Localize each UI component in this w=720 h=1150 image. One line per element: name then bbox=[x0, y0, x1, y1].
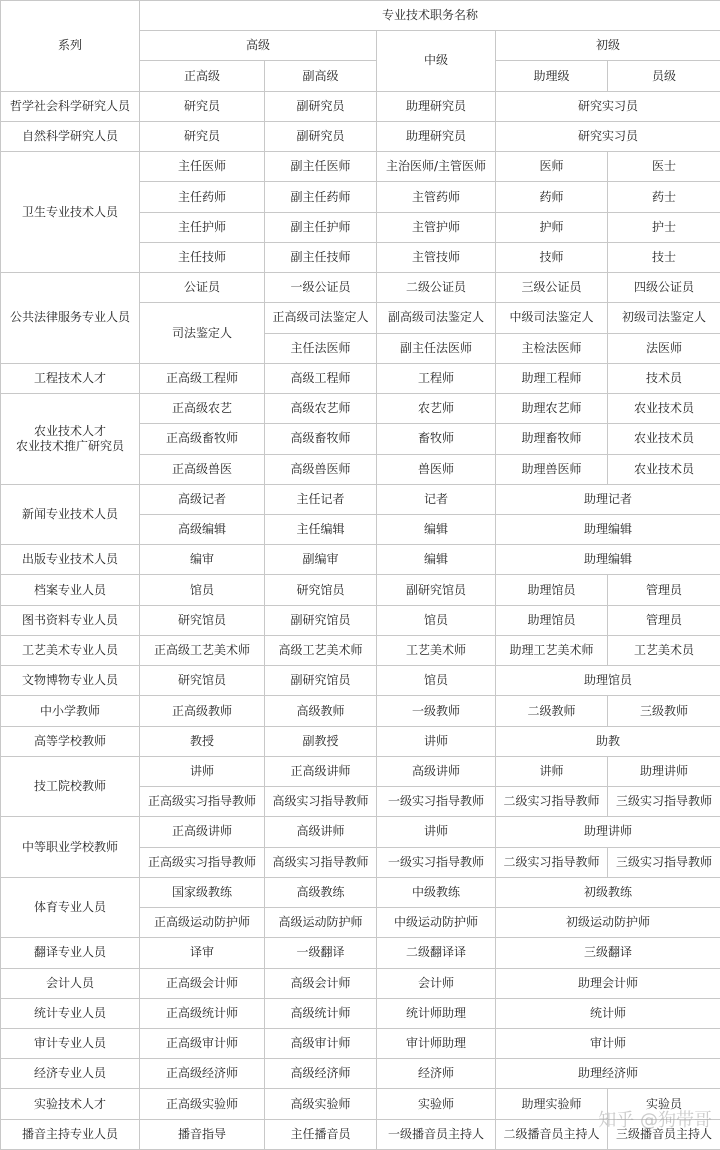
table-cell: 编审 bbox=[140, 545, 265, 575]
table-cell: 医士 bbox=[608, 152, 720, 182]
table-cell: 一级翻译 bbox=[265, 938, 377, 968]
table-cell: 法医师 bbox=[608, 333, 720, 363]
table-row bbox=[1, 938, 720, 968]
table-cell: 正高级教师 bbox=[140, 696, 265, 726]
table-cell: 讲师 bbox=[496, 756, 608, 786]
series-cell: 出版专业技术人员 bbox=[1, 545, 140, 575]
table-cell: 高级运动防护师 bbox=[265, 908, 377, 938]
table-cell: 一级公证员 bbox=[265, 273, 377, 303]
table-cell: 国家级教练 bbox=[140, 877, 265, 907]
table-cell: 教授 bbox=[140, 726, 265, 756]
table-cell: 副主任技师 bbox=[265, 242, 377, 272]
assistant-header: 助理级 bbox=[496, 61, 608, 91]
table-cell: 统计师 bbox=[496, 998, 720, 1028]
table-row bbox=[1, 817, 720, 847]
table-cell: 副研究馆员 bbox=[377, 575, 496, 605]
table-cell: 实验师 bbox=[377, 1089, 496, 1119]
table-cell: 记者 bbox=[377, 484, 496, 514]
table-cell: 高级实习指导教师 bbox=[265, 847, 377, 877]
table-cell: 主治医师/主管医师 bbox=[377, 152, 496, 182]
series-line: 农业技术人才 bbox=[33, 423, 106, 438]
table-cell: 公证员 bbox=[140, 273, 265, 303]
table-cell: 助理馆员 bbox=[496, 605, 608, 635]
series-cell: 播音主持专业人员 bbox=[1, 1119, 140, 1149]
table-cell: 研究馆员 bbox=[265, 575, 377, 605]
table-cell: 正高级实习指导教师 bbox=[140, 787, 265, 817]
table-cell: 副主任医师 bbox=[265, 152, 377, 182]
table-cell: 助理实验师 bbox=[496, 1089, 608, 1119]
table-cell: 三级播音员主持人 bbox=[608, 1119, 720, 1149]
table-cell: 高级兽医师 bbox=[265, 454, 377, 484]
table-cell: 药士 bbox=[608, 182, 720, 212]
table-cell: 一级教师 bbox=[377, 696, 496, 726]
table-cell: 管理员 bbox=[608, 575, 720, 605]
table-cell: 讲师 bbox=[377, 726, 496, 756]
table-cell: 正高级司法鉴定人 bbox=[265, 303, 377, 333]
table-cell: 副主任药师 bbox=[265, 182, 377, 212]
table-cell: 高级编辑 bbox=[140, 514, 265, 544]
table-cell: 研究员 bbox=[140, 121, 265, 151]
table-cell: 副研究员 bbox=[265, 121, 377, 151]
table-row bbox=[1, 1089, 720, 1119]
series-cell: 新闻专业技术人员 bbox=[1, 484, 140, 544]
table-cell: 助理馆员 bbox=[496, 575, 608, 605]
table-row bbox=[1, 877, 720, 907]
table-cell: 二级实习指导教师 bbox=[496, 787, 608, 817]
table-cell: 药师 bbox=[496, 182, 608, 212]
table-cell: 主管药师 bbox=[377, 182, 496, 212]
table-cell: 一级播音员主持人 bbox=[377, 1119, 496, 1149]
series-cell: 工艺美术专业人员 bbox=[1, 635, 140, 665]
table-cell: 二级翻译译 bbox=[377, 938, 496, 968]
table-cell: 正高级农艺 bbox=[140, 394, 265, 424]
table-cell: 高级教师 bbox=[265, 696, 377, 726]
table-row bbox=[1, 363, 720, 393]
table-cell: 实验员 bbox=[608, 1089, 720, 1119]
series-cell: 公共法律服务专业人员 bbox=[1, 273, 140, 364]
table-cell: 三级公证员 bbox=[496, 273, 608, 303]
table-cell: 主任记者 bbox=[265, 484, 377, 514]
series-cell: 卫生专业技术人员 bbox=[1, 152, 140, 273]
table-row bbox=[1, 1059, 720, 1089]
table-cell: 工艺美术员 bbox=[608, 635, 720, 665]
series-cell: 实验技术人才 bbox=[1, 1089, 140, 1119]
table-cell: 三级翻译 bbox=[496, 938, 720, 968]
series-cell: 哲学社会科学研究人员 bbox=[1, 91, 140, 121]
table-cell: 正高级会计师 bbox=[140, 968, 265, 998]
table-cell: 主检法医师 bbox=[496, 333, 608, 363]
table-row bbox=[1, 726, 720, 756]
table-cell: 助理研究员 bbox=[377, 121, 496, 151]
table-cell: 高级讲师 bbox=[265, 817, 377, 847]
table-cell: 高级农艺师 bbox=[265, 394, 377, 424]
table-cell: 主管护师 bbox=[377, 212, 496, 242]
series-line: 农业技术推广研究员 bbox=[15, 438, 124, 453]
table-cell: 技术员 bbox=[608, 363, 720, 393]
table-cell: 中级教练 bbox=[377, 877, 496, 907]
table-cell: 二级教师 bbox=[496, 696, 608, 726]
table-cell: 二级公证员 bbox=[377, 273, 496, 303]
table-cell: 副研究员 bbox=[265, 91, 377, 121]
deputy-senior-header: 副高级 bbox=[265, 61, 377, 91]
table-cell: 初级司法鉴定人 bbox=[608, 303, 720, 333]
table-cell: 主管技师 bbox=[377, 242, 496, 272]
table-cell: 助理会计师 bbox=[496, 968, 720, 998]
table-row bbox=[1, 1028, 720, 1058]
series-cell: 中等职业学校教师 bbox=[1, 817, 140, 877]
table-cell: 助理兽医师 bbox=[496, 454, 608, 484]
table-cell: 研究馆员 bbox=[140, 666, 265, 696]
table-cell: 助理工艺美术师 bbox=[496, 635, 608, 665]
table-cell: 畜牧师 bbox=[377, 424, 496, 454]
table-cell: 正高级畜牧师 bbox=[140, 424, 265, 454]
table-cell: 副研究馆员 bbox=[265, 605, 377, 635]
table-cell: 主任播音员 bbox=[265, 1119, 377, 1149]
table-cell: 馆员 bbox=[377, 666, 496, 696]
table-cell: 正高级工程师 bbox=[140, 363, 265, 393]
table-cell: 护师 bbox=[496, 212, 608, 242]
header-row bbox=[1, 1, 720, 31]
table-cell: 副教授 bbox=[265, 726, 377, 756]
table-cell: 正高级经济师 bbox=[140, 1059, 265, 1089]
series-cell: 体育专业人员 bbox=[1, 877, 140, 937]
table-cell: 馆员 bbox=[140, 575, 265, 605]
table-cell: 审计师助理 bbox=[377, 1028, 496, 1058]
table-cell: 农业技术员 bbox=[608, 424, 720, 454]
table-cell: 正高级实习指导教师 bbox=[140, 847, 265, 877]
series-cell bbox=[1, 394, 140, 485]
table-cell: 高级记者 bbox=[140, 484, 265, 514]
table-cell: 二级实习指导教师 bbox=[496, 847, 608, 877]
table-cell: 助理讲师 bbox=[608, 756, 720, 786]
table-cell: 经济师 bbox=[377, 1059, 496, 1089]
table-cell: 高级实习指导教师 bbox=[265, 787, 377, 817]
table-cell: 主任护师 bbox=[140, 212, 265, 242]
table-cell: 初级教练 bbox=[496, 877, 720, 907]
table-cell: 一级实习指导教师 bbox=[377, 847, 496, 877]
table-row bbox=[1, 394, 720, 424]
series-cell: 档案专业人员 bbox=[1, 575, 140, 605]
series-cell: 会计人员 bbox=[1, 968, 140, 998]
table-row bbox=[1, 545, 720, 575]
table-cell: 三级教师 bbox=[608, 696, 720, 726]
full-senior-header: 正高级 bbox=[140, 61, 265, 91]
table-cell: 助理记者 bbox=[496, 484, 720, 514]
table-cell: 三级实习指导教师 bbox=[608, 847, 720, 877]
table-cell: 高级会计师 bbox=[265, 968, 377, 998]
table-cell: 主任法医师 bbox=[265, 333, 377, 363]
table-cell: 正高级审计师 bbox=[140, 1028, 265, 1058]
table-cell: 助理讲师 bbox=[496, 817, 720, 847]
table-cell: 助理工程师 bbox=[496, 363, 608, 393]
table-cell: 技师 bbox=[496, 242, 608, 272]
table-cell: 管理员 bbox=[608, 605, 720, 635]
intermediate-header: 中级 bbox=[377, 31, 496, 91]
table-cell: 农业技术员 bbox=[608, 394, 720, 424]
table-cell: 高级实验师 bbox=[265, 1089, 377, 1119]
table-cell: 高级工艺美术师 bbox=[265, 635, 377, 665]
table-cell: 助理畜牧师 bbox=[496, 424, 608, 454]
table-row bbox=[1, 1119, 720, 1149]
series-cell: 经济专业人员 bbox=[1, 1059, 140, 1089]
table-cell: 正高级统计师 bbox=[140, 998, 265, 1028]
table-cell: 助理研究员 bbox=[377, 91, 496, 121]
table-cell: 中级司法鉴定人 bbox=[496, 303, 608, 333]
table-cell: 一级实习指导教师 bbox=[377, 787, 496, 817]
table-cell: 助理编辑 bbox=[496, 545, 720, 575]
table-cell: 助理馆员 bbox=[496, 666, 720, 696]
table-cell: 兽医师 bbox=[377, 454, 496, 484]
table-cell: 医师 bbox=[496, 152, 608, 182]
table-cell: 统计师助理 bbox=[377, 998, 496, 1028]
table-cell: 主任医师 bbox=[140, 152, 265, 182]
table-cell: 编辑 bbox=[377, 514, 496, 544]
table-cell: 研究员 bbox=[140, 91, 265, 121]
table-cell: 主任编辑 bbox=[265, 514, 377, 544]
table-cell: 正高级兽医 bbox=[140, 454, 265, 484]
series-cell: 图书资料专业人员 bbox=[1, 605, 140, 635]
table-cell: 正高级实验师 bbox=[140, 1089, 265, 1119]
series-cell: 统计专业人员 bbox=[1, 998, 140, 1028]
table-cell: 司法鉴定人 bbox=[140, 303, 265, 363]
table-cell: 主任技师 bbox=[140, 242, 265, 272]
table-title: 专业技术职务名称 bbox=[140, 1, 720, 31]
table-row bbox=[1, 998, 720, 1028]
table-cell: 正高级讲师 bbox=[140, 817, 265, 847]
table-cell: 技士 bbox=[608, 242, 720, 272]
series-cell: 自然科学研究人员 bbox=[1, 121, 140, 151]
table-cell: 农业技术员 bbox=[608, 454, 720, 484]
table-cell: 审计师 bbox=[496, 1028, 720, 1058]
table-row bbox=[1, 696, 720, 726]
table-cell: 讲师 bbox=[140, 756, 265, 786]
table-cell: 中级运动防护师 bbox=[377, 908, 496, 938]
table-cell: 副研究馆员 bbox=[265, 666, 377, 696]
series-cell: 工程技术人才 bbox=[1, 363, 140, 393]
table-cell: 助理编辑 bbox=[496, 514, 720, 544]
table-cell: 高级畜牧师 bbox=[265, 424, 377, 454]
senior-header: 高级 bbox=[140, 31, 377, 61]
table-cell: 研究实习员 bbox=[496, 91, 720, 121]
table-cell: 护士 bbox=[608, 212, 720, 242]
series-cell: 高等学校教师 bbox=[1, 726, 140, 756]
table-cell: 高级工程师 bbox=[265, 363, 377, 393]
table-cell: 工程师 bbox=[377, 363, 496, 393]
table-cell: 讲师 bbox=[377, 817, 496, 847]
table-cell: 副主任护师 bbox=[265, 212, 377, 242]
table-row bbox=[1, 273, 720, 303]
table-row bbox=[1, 575, 720, 605]
table-cell: 副编审 bbox=[265, 545, 377, 575]
table-cell: 副高级司法鉴定人 bbox=[377, 303, 496, 333]
table-cell: 高级教练 bbox=[265, 877, 377, 907]
series-header: 系列 bbox=[1, 1, 140, 92]
series-cell: 技工院校教师 bbox=[1, 756, 140, 816]
table-cell: 农艺师 bbox=[377, 394, 496, 424]
series-cell: 文物博物专业人员 bbox=[1, 666, 140, 696]
table-cell: 正高级运动防护师 bbox=[140, 908, 265, 938]
table-cell: 副主任法医师 bbox=[377, 333, 496, 363]
table-cell: 馆员 bbox=[377, 605, 496, 635]
table-row bbox=[1, 152, 720, 182]
table-cell: 四级公证员 bbox=[608, 273, 720, 303]
table-row bbox=[1, 484, 720, 514]
junior-header: 初级 bbox=[496, 31, 720, 61]
table-cell: 高级经济师 bbox=[265, 1059, 377, 1089]
table-cell: 高级审计师 bbox=[265, 1028, 377, 1058]
table-row bbox=[1, 968, 720, 998]
table-row bbox=[1, 91, 720, 121]
table-cell: 编辑 bbox=[377, 545, 496, 575]
table-row bbox=[1, 605, 720, 635]
table-row bbox=[1, 756, 720, 786]
table-cell: 初级运动防护师 bbox=[496, 908, 720, 938]
table-cell: 助教 bbox=[496, 726, 720, 756]
table-cell: 高级统计师 bbox=[265, 998, 377, 1028]
table-cell: 高级讲师 bbox=[377, 756, 496, 786]
table-cell: 研究馆员 bbox=[140, 605, 265, 635]
table-cell: 主任药师 bbox=[140, 182, 265, 212]
clerk-header: 员级 bbox=[608, 61, 720, 91]
table-cell: 助理农艺师 bbox=[496, 394, 608, 424]
series-cell: 审计专业人员 bbox=[1, 1028, 140, 1058]
table-cell: 三级实习指导教师 bbox=[608, 787, 720, 817]
table-cell: 正高级讲师 bbox=[265, 756, 377, 786]
table-cell: 正高级工艺美术师 bbox=[140, 635, 265, 665]
series-cell: 翻译专业人员 bbox=[1, 938, 140, 968]
table-cell: 播音指导 bbox=[140, 1119, 265, 1149]
table-cell: 译审 bbox=[140, 938, 265, 968]
table-row bbox=[1, 635, 720, 665]
series-cell: 中小学教师 bbox=[1, 696, 140, 726]
table-cell: 二级播音员主持人 bbox=[496, 1119, 608, 1149]
table-cell: 工艺美术师 bbox=[377, 635, 496, 665]
table-cell: 助理经济师 bbox=[496, 1059, 720, 1089]
table-row bbox=[1, 666, 720, 696]
table-row bbox=[1, 121, 720, 151]
watermark: 知乎 @狗带哥 bbox=[598, 1110, 712, 1131]
table-cell: 研究实习员 bbox=[496, 121, 720, 151]
table-cell: 会计师 bbox=[377, 968, 496, 998]
